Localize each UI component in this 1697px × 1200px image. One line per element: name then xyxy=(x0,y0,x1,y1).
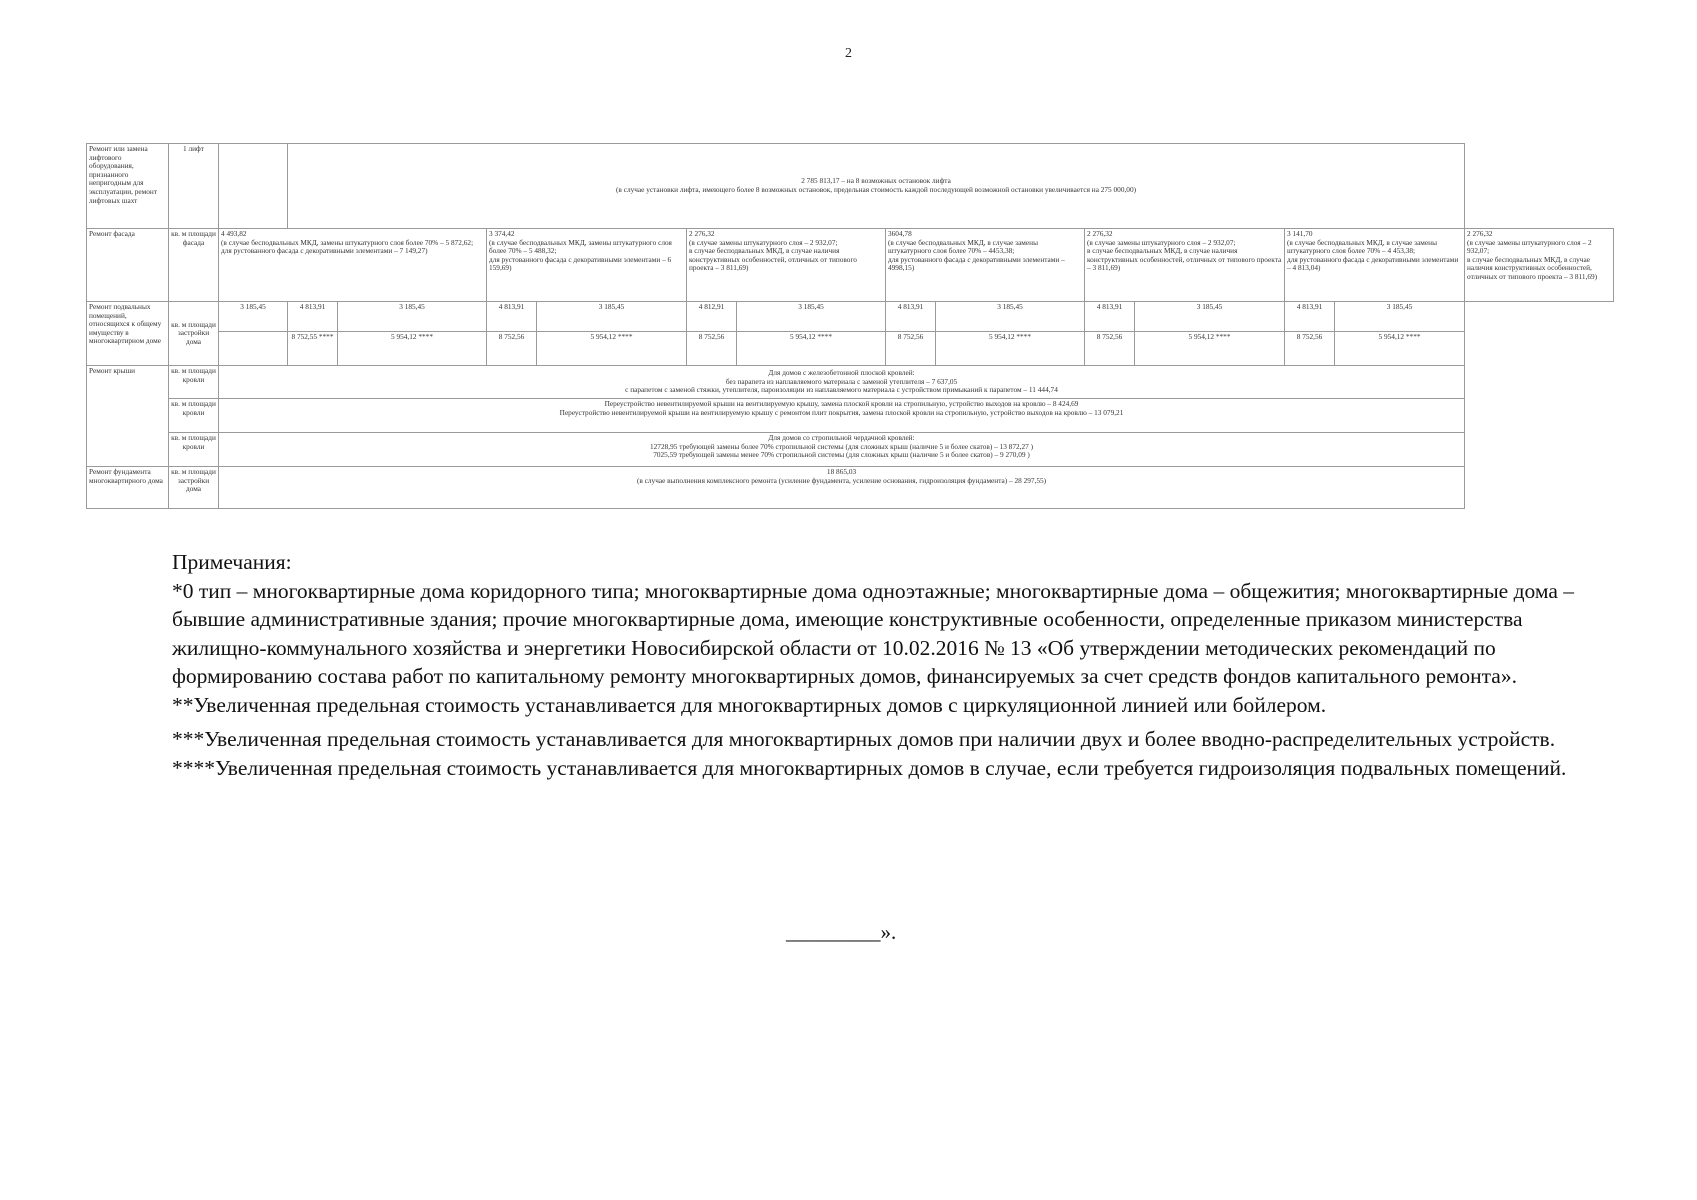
lift-row xyxy=(87,144,1614,229)
basement-r1-c13: 3 185,45 xyxy=(1335,302,1465,332)
basement-r1-c6: 4 812,91 xyxy=(687,302,737,332)
basement-r2-c13: 5 954,12 **** xyxy=(1335,332,1465,366)
foundation-unit: кв. м площади застройки дома xyxy=(169,467,219,509)
note-4: ****Увеличенная предельная стоимость устанавливается для многоквартирных домов в случае, если требуется гидроизоляция подвальных помещений. xyxy=(172,755,1567,780)
basement-r1-c3: 3 185,45 xyxy=(338,302,487,332)
roof-cell-2 xyxy=(219,399,1465,433)
foundation-work: Ремонт фундамента многоквартирного дома xyxy=(87,467,169,509)
basement-r2-c8: 8 752,56 xyxy=(886,332,936,366)
roof-row-3 xyxy=(87,433,1614,467)
lift-unit: 1 лифт xyxy=(169,144,219,229)
basement-row-2 xyxy=(87,332,1614,366)
basement-r2-c11: 5 954,12 **** xyxy=(1135,332,1285,366)
roof-unit-2: кв. м площади кровли xyxy=(169,399,219,433)
roof-line: Переустройство невентилируемой крыши на вентилируемую крышу с ремонтом плит покрытия, замена плоской кровли на стропильную, устройство выходов на кровлю – 13 079,21 xyxy=(559,407,1124,417)
basement-r1-c10: 4 813,91 xyxy=(1085,302,1135,332)
notes-heading: Примечания: xyxy=(172,550,292,574)
basement-r2-c1 xyxy=(219,332,288,366)
facade-unit: кв. м площади фасада xyxy=(169,229,219,302)
roof-line: без парапета из наплавляемого материала с заменой утеплителя – 7 637,05 xyxy=(725,376,958,386)
note-2: **Увеличенная предельная стоимость устанавливается для многоквартирных домов с циркуляционной линией или бойлером. xyxy=(172,692,1327,717)
facade-cell-3: 2 276,32 (в случае замены штукатурного слоя – 2 932,07; в случае бесподвальных МКД, в случае наличия конструктивных особенностей, отличных от типового проекта – 3 811,69) xyxy=(687,229,886,302)
basement-r2-c6: 8 752,56 xyxy=(687,332,737,366)
basement-r1-c5: 3 185,45 xyxy=(537,302,687,332)
basement-r1-c4: 4 813,91 xyxy=(487,302,537,332)
roof-line: Для домов с железобетонной плоской кровлей: xyxy=(768,368,915,378)
basement-r2-c10: 8 752,56 xyxy=(1085,332,1135,366)
basement-r2-c5: 5 954,12 **** xyxy=(537,332,687,366)
facade-cell-6: 3 141,70 (в случае бесподвальных МКД, в случае замены штукатурного слоя более 70% – 4 453,38; для рустованного фасада с декоративными элементами – 4 813,04) xyxy=(1285,229,1465,302)
basement-r1-c7: 3 185,45 xyxy=(737,302,886,332)
lift-work: Ремонт или замена лифтового оборудования, признанного непригодным для эксплуатации, ремонт лифтовых шахт xyxy=(87,144,169,229)
basement-r1-c12: 4 813,91 xyxy=(1285,302,1335,332)
basement-r2-c7: 5 954,12 **** xyxy=(737,332,886,366)
facade-cell-2: 3 374,42 (в случае бесподвальных МКД, замены штукатурного слоя более 70% – 5 488,32; для рустованного фасада с декоративными элементами – 6 159,69) xyxy=(487,229,687,302)
facade-cell-7: 2 276,32 (в случае замены штукатурного слоя – 2 932,07; в случае бесподвальных МКД, в случае наличия конструктивных особенностей, отличных от типового проекта – 3 811,69) xyxy=(1465,229,1614,302)
note-3: ***Увеличенная предельная стоимость устанавливается для многоквартирных домов при наличии двух и более вводно-распределительных устройств. xyxy=(172,727,1556,751)
facade-work: Ремонт фасада xyxy=(87,229,169,302)
basement-r1-c1: 3 185,45 xyxy=(219,302,288,332)
basement-row-1 xyxy=(87,302,1614,332)
basement-r2-c2: 8 752,55 **** xyxy=(288,332,338,366)
basement-r1-c11: 3 185,45 xyxy=(1135,302,1285,332)
facade-cell-4: 3604,78 (в случае бесподвальных МКД, в случае замены штукатурного слоя более 70% – 4453,38; для рустованного фасада с декоративными элементами – 4998,15) xyxy=(886,229,1085,302)
foundation-note: (в случае выполнения комплексного ремонта (усиление фундамента, усиление основания, гидроизоляция фундамента) – 28 297,55) xyxy=(636,475,1047,485)
roof-line: Переустройство невентилируемой крыши на вентилируемую крышу, замена плоской кровли на стропильную, устройство выходов на кровлю – 8 424,69 xyxy=(604,399,1079,408)
roof-work: Ремонт крыши xyxy=(87,366,169,467)
basement-r2-c4: 8 752,56 xyxy=(487,332,537,366)
basement-unit: кв. м площади застройки дома xyxy=(169,302,219,366)
roof-line: Для домов со стропильной чердачной кровлей: xyxy=(768,433,915,442)
foundation-value: 18 865,03 xyxy=(826,467,857,476)
facade-cell-5: 2 276,32 (в случае замены штукатурного слоя – 2 932,07; в случае бесподвальных МКД, в случае наличия конструктивных особенностей, отличных от типового проекта – 3 811,69) xyxy=(1085,229,1285,302)
roof-cell-3 xyxy=(219,433,1465,467)
basement-r1-c2: 4 813,91 xyxy=(288,302,338,332)
roof-row-2 xyxy=(87,399,1614,433)
page-number: 2 xyxy=(845,46,852,61)
foundation-row xyxy=(87,467,1614,509)
roof-unit-1: кв. м площади кровли xyxy=(169,366,219,399)
facade-cell-1: 4 493,82 (в случае бесподвальных МКД, замены штукатурного слоя более 70% – 5 872,62; для рустованного фасада с декоративными элементами – 7 149,27) xyxy=(219,229,487,302)
note-1: *0 тип – многоквартирные дома коридорного типа; многоквартирные дома одноэтажные; многоквартирные дома – общежития; многоквартирные дома – бывшие административные здания; прочие многоквартирные дома, имеющие конструктивные особенности, определенные приказом министерства жилищно-коммунального хозяйства и энергетики Новосибирской области от 10.02.2016 № 13 «Об утверждении методических рекомендаций по формированию состава работ по капитальному ремонту многоквартирных домов, финансируемых за счет средств фондов капитального ремонта». xyxy=(172,578,1574,688)
roof-row-1 xyxy=(87,366,1614,399)
roof-cell-1 xyxy=(219,366,1465,399)
basement-r1-c9: 3 185,45 xyxy=(936,302,1085,332)
foundation-cell xyxy=(219,467,1465,509)
lift-value: 2 785 813,17 – на 8 возможных остановок лифта xyxy=(801,176,951,186)
cost-table xyxy=(86,143,1614,509)
lift-value-cell xyxy=(288,144,1465,229)
notes-block xyxy=(172,548,1612,782)
basement-r1-c8: 4 813,91 xyxy=(886,302,936,332)
lift-note: (в случае установки лифта, имеющего более 8 возможных остановок, предельная стоимость каждой последующей возможной остановки увеличивается на 275 000,00) xyxy=(616,185,1137,194)
roof-unit-3: кв. м площади кровли xyxy=(169,433,219,467)
basement-work: Ремонт подвальных помещений, относящихся к общему имуществу в многоквартирном доме xyxy=(87,302,169,366)
roof-line: 7025,59 требующей замены менее 70% стропильной системы (для сложных крыш (наличие 5 и более скатов) – 9 270,09 ) xyxy=(653,450,1030,460)
lift-empty xyxy=(219,144,288,229)
basement-r2-c3: 5 954,12 **** xyxy=(338,332,487,366)
roof-line: 12728,95 требующей замены более 70% стропильной системы (для сложных крыш (наличие 5 и более скатов) – 13 872,27 ) xyxy=(650,441,1034,451)
facade-row xyxy=(87,229,1614,302)
basement-r2-c12: 8 752,56 xyxy=(1285,332,1335,366)
roof-line: с парапетом с заменой стяжки, утеплителя, пароизоляции из наплавляемого материала с устройством примыканий к парапетом – 11 444,74 xyxy=(625,385,1058,395)
basement-r2-c9: 5 954,12 **** xyxy=(936,332,1085,366)
closing-mark: _________». xyxy=(786,920,897,944)
